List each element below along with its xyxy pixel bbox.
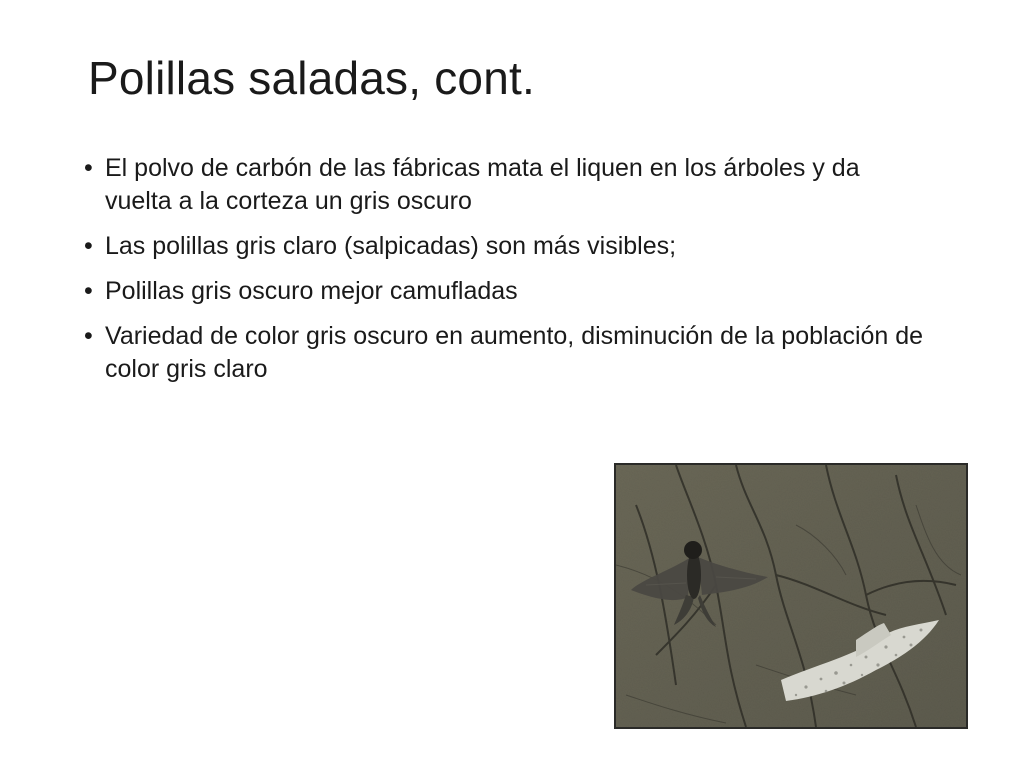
bark-with-moths-image xyxy=(616,465,966,727)
bullet-item xyxy=(82,275,932,308)
bullet-item xyxy=(82,320,932,386)
bullet-text: El polvo de carbón de las fábricas mata el liquen en los árboles y da vuelta a la corteza un gris oscuro xyxy=(105,154,860,215)
bullet-dot: • xyxy=(84,154,93,182)
bullet-text: Polillas gris oscuro mejor camufladas xyxy=(105,277,518,305)
bullet-dot: • xyxy=(84,322,93,350)
bullet-dot: • xyxy=(84,232,93,260)
bullet-list xyxy=(82,152,932,398)
bullet-text: Las polillas gris claro (salpicadas) son más visibles; xyxy=(105,232,677,260)
slide-title: Polillas saladas, cont. xyxy=(88,52,535,104)
bullet-text: Variedad de color gris oscuro en aumento, disminución de la población de color gris claro xyxy=(105,322,924,383)
bullet-item xyxy=(82,230,932,263)
bullet-dot: • xyxy=(84,277,93,305)
moth-photo xyxy=(614,463,968,729)
bullet-item xyxy=(82,152,932,218)
